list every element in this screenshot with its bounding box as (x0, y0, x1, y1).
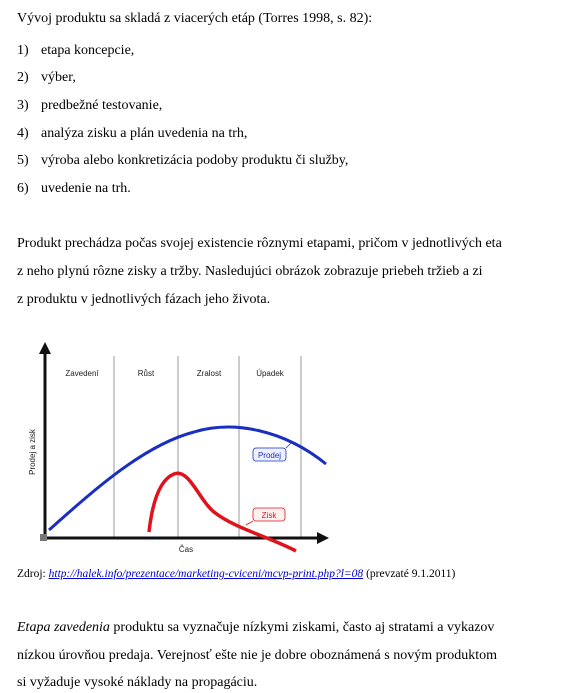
list-number: 6) (17, 181, 29, 196)
source-prefix: Zdroj: (17, 568, 49, 580)
paragraph-line: z produktu v jednotlivých fázach jeho života. (17, 292, 271, 307)
list-item (17, 124, 247, 144)
list-item (17, 68, 76, 88)
paragraph-line: z neho plynú rôzne zisky a tržby. Nasledujúci obrázok zobrazuje priebeh tržieb a zi (17, 264, 483, 279)
paragraph-line: nízkou úrovňou predaja. Verejnosť ešte nie je dobre oboznámená s novým produktom (17, 648, 498, 663)
list-item (17, 151, 348, 171)
sales-legend-pointer (286, 443, 291, 448)
paragraph-line: si vyžaduje vysoké náklady na propagáciu. (17, 675, 258, 690)
x-axis-arrow (317, 532, 329, 544)
sales-legend-label: Prodej (257, 451, 282, 460)
phase-label-zavedeni: Zavedení (65, 369, 99, 378)
list-number: 4) (17, 126, 29, 141)
y-axis-label: Prodej a zisk (28, 429, 37, 475)
list-text: etapa koncepcie, (41, 43, 135, 58)
profit-legend-label: Zisk (261, 511, 277, 520)
profit-legend-pointer (246, 521, 253, 525)
intro-text: Vývoj produktu sa skladá z viacerých etáp (Torres 1998, s. 82): (17, 11, 373, 26)
list-item (17, 179, 131, 199)
list-text: uvedenie na trh. (41, 181, 131, 196)
paragraph-line: Etapa zavedenia produktu sa vyznačuje nízkymi ziskami, často aj stratami a vykazov (17, 620, 495, 635)
phase-label-rust: Růst (137, 369, 155, 378)
list-item (17, 96, 162, 116)
source-caption (17, 566, 455, 582)
y-axis-arrow (39, 342, 51, 354)
source-suffix: (prevzaté 9.1.2011) (363, 568, 456, 580)
list-item (17, 41, 134, 61)
source-link[interactable]: http://halek.info/prezentace/marketing-cviceni/mcvp-print.php?l=08 (48, 568, 364, 580)
origin-marker (40, 534, 47, 541)
x-axis-label: Čas (178, 545, 194, 554)
phase-label-zralost: Zralost (196, 369, 222, 378)
list-text: predbežné testovanie, (41, 98, 163, 113)
list-number: 2) (17, 70, 29, 85)
list-number: 3) (17, 98, 29, 113)
paragraph-line: Produkt prechádza počas svojej existencie rôznymi etapami, pričom v jednotlivých eta (17, 236, 502, 251)
emphasis-text: Etapa zavedenia (17, 620, 110, 635)
list-number: 5) (17, 153, 29, 168)
list-text: výroba alebo konkretizácia podoby produktu či služby, (41, 153, 349, 168)
phase-label-upadek: Úpadek (256, 369, 284, 378)
list-text: analýza zisku a plán uvedenia na trh, (41, 126, 248, 141)
list-text: výber, (41, 70, 76, 85)
product-lifecycle-figure (14, 340, 332, 560)
list-number: 1) (17, 43, 29, 58)
